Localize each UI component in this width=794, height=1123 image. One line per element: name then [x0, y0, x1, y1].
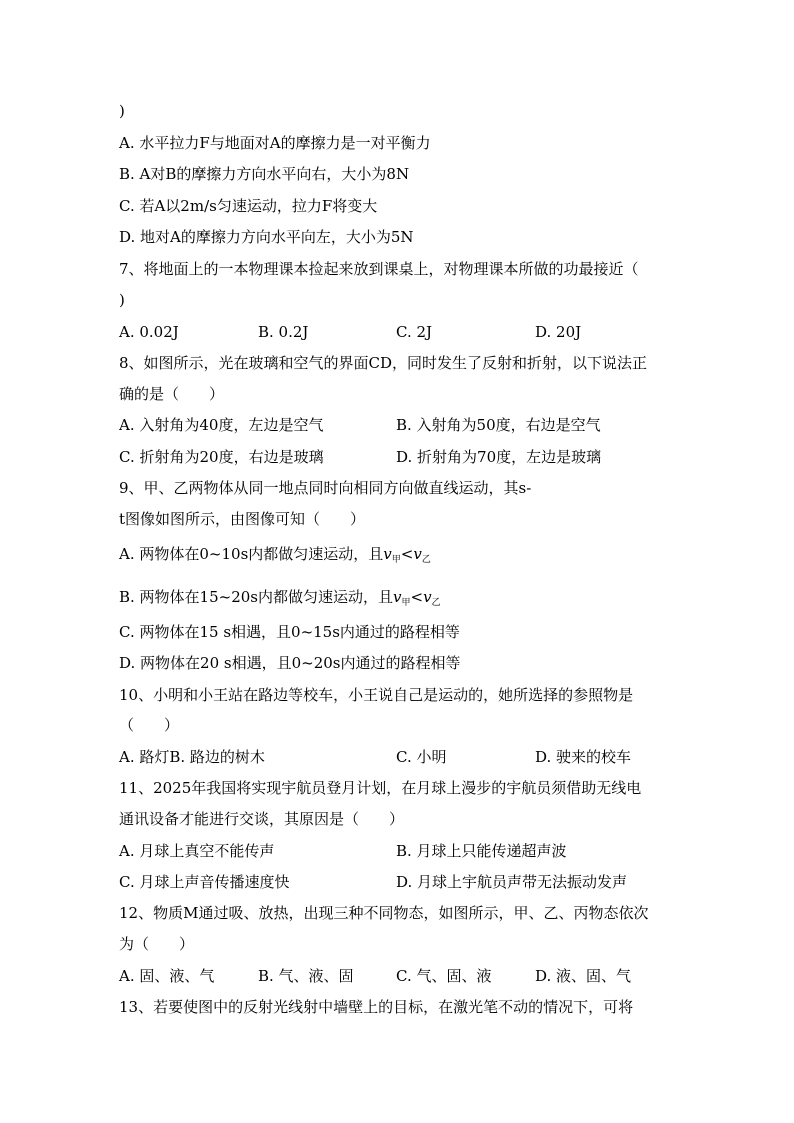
q10-stem: 10、小明和小王站在路边等校车，小王说自己是运动的，她所选择的参照物是 [119, 686, 634, 704]
q7-stem-end: ) [119, 291, 125, 309]
formula-op: < [410, 588, 424, 606]
q6-stem-end: ) [119, 102, 125, 120]
q12-option-a: A. 固、液、气 [119, 967, 215, 985]
q6-option-b: B. A对B的摩擦力方向水平向右，大小为8N [119, 165, 410, 183]
q6-option-d: D. 地对A的摩擦力方向水平向左，大小为5N [119, 228, 414, 246]
q11-stem-end: 通讯设备才能进行交谈，其原因是（ ） [119, 810, 405, 828]
q10-option-ab: A. 路灯B. 路边的树木 [119, 748, 265, 766]
q7-option-c: C. 2J [396, 323, 433, 341]
q12-option-b: B. 气、液、固 [258, 967, 354, 985]
q9-stem: 9、甲、乙两物体从同一地点同时向相同方向做直线运动，其s- [119, 479, 532, 497]
formula-sub: 甲 [391, 555, 401, 565]
q7-option-d: D. 20J [535, 323, 582, 341]
formula-sub: 乙 [431, 598, 441, 608]
q8-option-a: A. 入射角为40度，左边是空气 [119, 416, 324, 434]
formula-sub: 乙 [421, 555, 431, 565]
q6-option-c: C. 若A以2m/s匀速运动，拉力F将变大 [119, 197, 378, 215]
q8-option-b: B. 入射角为50度，右边是空气 [396, 416, 601, 434]
q10-stem-end: （ ） [119, 716, 180, 734]
q12-stem: 12、物质M通过吸、放热，出现三种不同物态，如图所示，甲、乙、丙物态依次 [119, 904, 649, 922]
q8-option-c: C. 折射角为20度，右边是玻璃 [119, 448, 324, 466]
q7-option-b: B. 0.2J [258, 323, 309, 341]
q12-option-d: D. 液、固、气 [535, 967, 632, 985]
q11-stem: 11、2025年我国将实现宇航员登月计划，在月球上漫步的宇航员须借助无线电 [119, 779, 642, 797]
q9-option-d: D. 两物体在20 s相遇，且0~20s内通过的路程相等 [119, 654, 461, 672]
q9-stem-end: t图像如图所示，由图像可知（ ） [119, 510, 366, 528]
q8-stem: 8、如图所示，光在玻璃和空气的界面CD，同时发生了反射和折射，以下说法正 [119, 354, 648, 372]
q11-option-d: D. 月球上宇航员声带无法振动发声 [396, 873, 628, 891]
q10-option-c: C. 小明 [396, 748, 447, 766]
formula-op: < [400, 545, 414, 563]
formula-sub: 甲 [401, 598, 411, 608]
q10-option-d: D. 驶来的校车 [535, 748, 632, 766]
formula-v: v [423, 588, 432, 606]
q9-option-b-text: B. 两物体在15~20s内都做匀速运动，且 [119, 588, 394, 606]
q9-option-b [119, 587, 441, 613]
q9-option-c: C. 两物体在15 s相遇，且0~15s内通过的路程相等 [119, 623, 460, 641]
q11-option-b: B. 月球上只能传递超声波 [396, 842, 567, 860]
q6-option-a: A. 水平拉力F与地面对A的摩擦力是一对平衡力 [119, 134, 431, 152]
formula-v: v [413, 545, 422, 563]
q11-option-a: A. 月球上真空不能传声 [119, 842, 275, 860]
q12-option-c: C. 气、固、液 [396, 967, 492, 985]
q11-option-c: C. 月球上声音传播速度快 [119, 873, 290, 891]
q13-stem: 13、若要使图中的反射光线射中墙壁上的目标，在激光笔不动的情况下，可将 [119, 998, 634, 1016]
q8-option-d: D. 折射角为70度，左边是玻璃 [396, 448, 602, 466]
q7-stem: 7、将地面上的一本物理课本捡起来放到课桌上，对物理课本所做的功最接近（ [119, 260, 639, 278]
q9-option-a-text: A. 两物体在0~10s内都做匀速运动，且 [119, 545, 384, 563]
q8-stem-end: 确的是（ ） [119, 385, 225, 403]
q12-stem-end: 为（ ） [119, 935, 195, 953]
q9-option-a [119, 544, 431, 570]
q7-option-a: A. 0.02J [119, 323, 179, 341]
formula-v: v [393, 588, 402, 606]
formula-v: v [383, 545, 392, 563]
